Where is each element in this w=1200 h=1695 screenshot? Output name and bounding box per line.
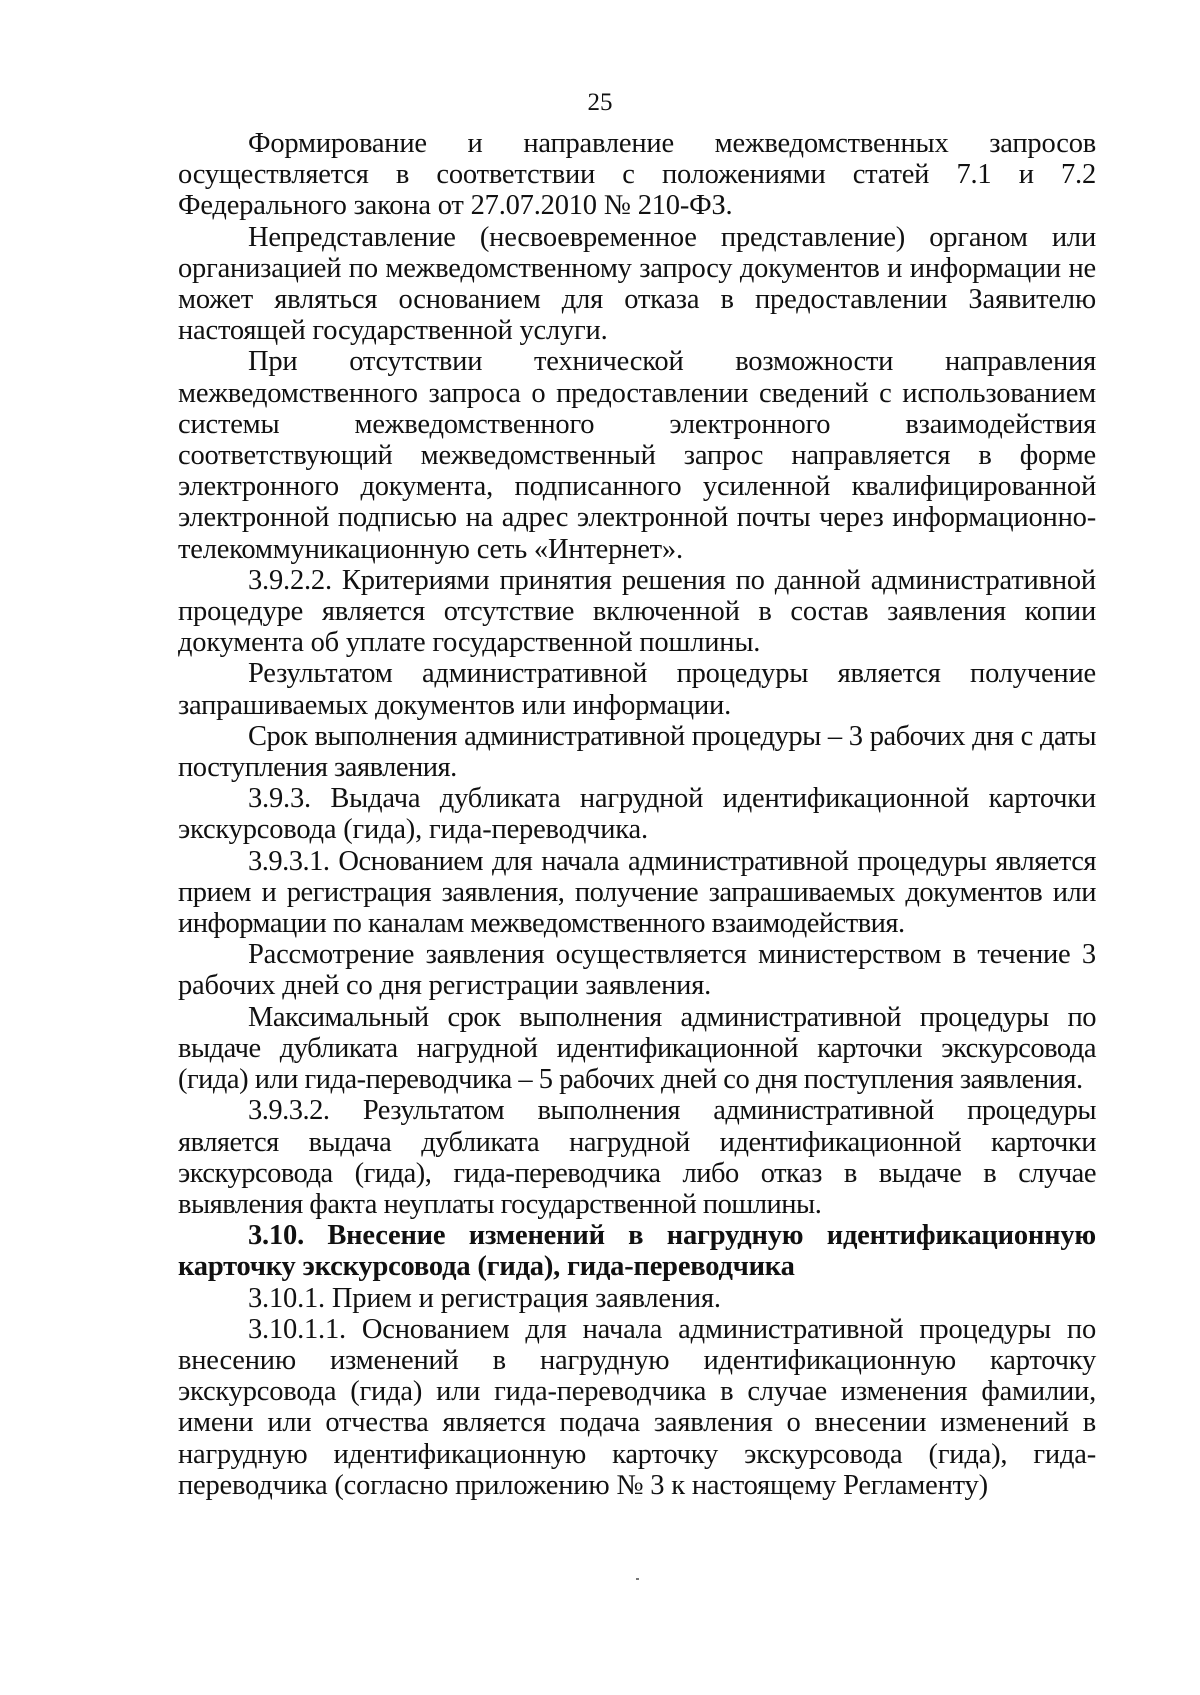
paragraph-non-submission: Непредставление (несвоевременное представление) органом или организацией по межведомственному запросу документов и информации не может являться основанием для отказа в предоставлении Заявителю настоящей государственной услуги.	[178, 221, 1096, 347]
paragraph-review-period: Рассмотрение заявления осуществляется министерством в течение 3 рабочих дней со дня регистрации заявления.	[178, 939, 1096, 1002]
document-body	[178, 128, 1096, 1501]
paragraph-3-9-3-2: 3.9.3.2. Результатом выполнения административной процедуры является выдача дубликата нагрудной идентификационной карточки экскурсовода (гида), гида-переводчика либо отказ в выдаче в случае выявления факта неуплаты государственной пошлины.	[178, 1095, 1096, 1220]
paragraph-no-technical-possibility: При отсутствии технической возможности направления межведомственного запроса о предоставлении сведений с использованием системы межведомственного электронного взаимодействия соответствующий межведомственный запрос направляется в форме электронного документа, подписанного усиленной квалифицированной электронной подписью на адрес электронной почты через информационно-телекоммуникационную сеть «Интернет».	[178, 346, 1096, 565]
paragraph-3-10-1: 3.10.1. Прием и регистрация заявления.	[248, 1282, 721, 1314]
section-heading-3-10: 3.10. Внесение изменений в нагрудную идентификационную карточку экскурсовода (гида), гида-переводчика	[178, 1220, 1096, 1283]
paragraph-max-period: Максимальный срок выполнения административной процедуры по выдаче дубликата нагрудной идентификационной карточки экскурсовода (гида) или гида-переводчика – 5 рабочих дней со дня поступления заявления.	[178, 1001, 1096, 1096]
paragraph-procedure-result: Результатом административной процедуры является получение запрашиваемых документов или информации.	[178, 658, 1096, 721]
paragraph-3-9-3-1: 3.9.3.1. Основанием для начала административной процедуры является прием и регистрация заявления, получение запрашиваемых документов или информации по каналам межведомственного взаимодействия.	[178, 845, 1096, 940]
paragraph-interagency-requests: Формирование и направление межведомственных запросов осуществляется в соответствии с положениями статей 7.1 и 7.2 Федерального закона от 27.07.2010 № 210-ФЗ.	[178, 128, 1096, 222]
page-number: 25	[587, 89, 613, 116]
scan-speck	[636, 1578, 639, 1580]
paragraph-procedure-deadline: Срок выполнения административной процедуры – 3 рабочих дня с даты поступления заявления.	[178, 720, 1096, 784]
paragraph-3-9-3: 3.9.3. Выдача дубликата нагрудной идентификационной карточки экскурсовода (гида), гида-переводчика.	[178, 783, 1096, 846]
paragraph-3-10-1-1: 3.10.1.1. Основанием для начала административной процедуры по внесению изменений в нагрудную идентификационную карточку экскурсовода (гида) или гида-переводчика в случае изменения фамилии, имени или отчества является подача заявления о внесении изменений в нагрудную идентификационную карточку экскурсовода (гида), гида-переводчика (согласно приложению № 3 к настоящему Регламенту)	[178, 1313, 1096, 1501]
paragraph-3-9-2-2: 3.9.2.2. Критериями принятия решения по данной административной процедуре является отсутствие включенной в состав заявления копии документа об уплате государственной пошлины.	[178, 564, 1096, 659]
